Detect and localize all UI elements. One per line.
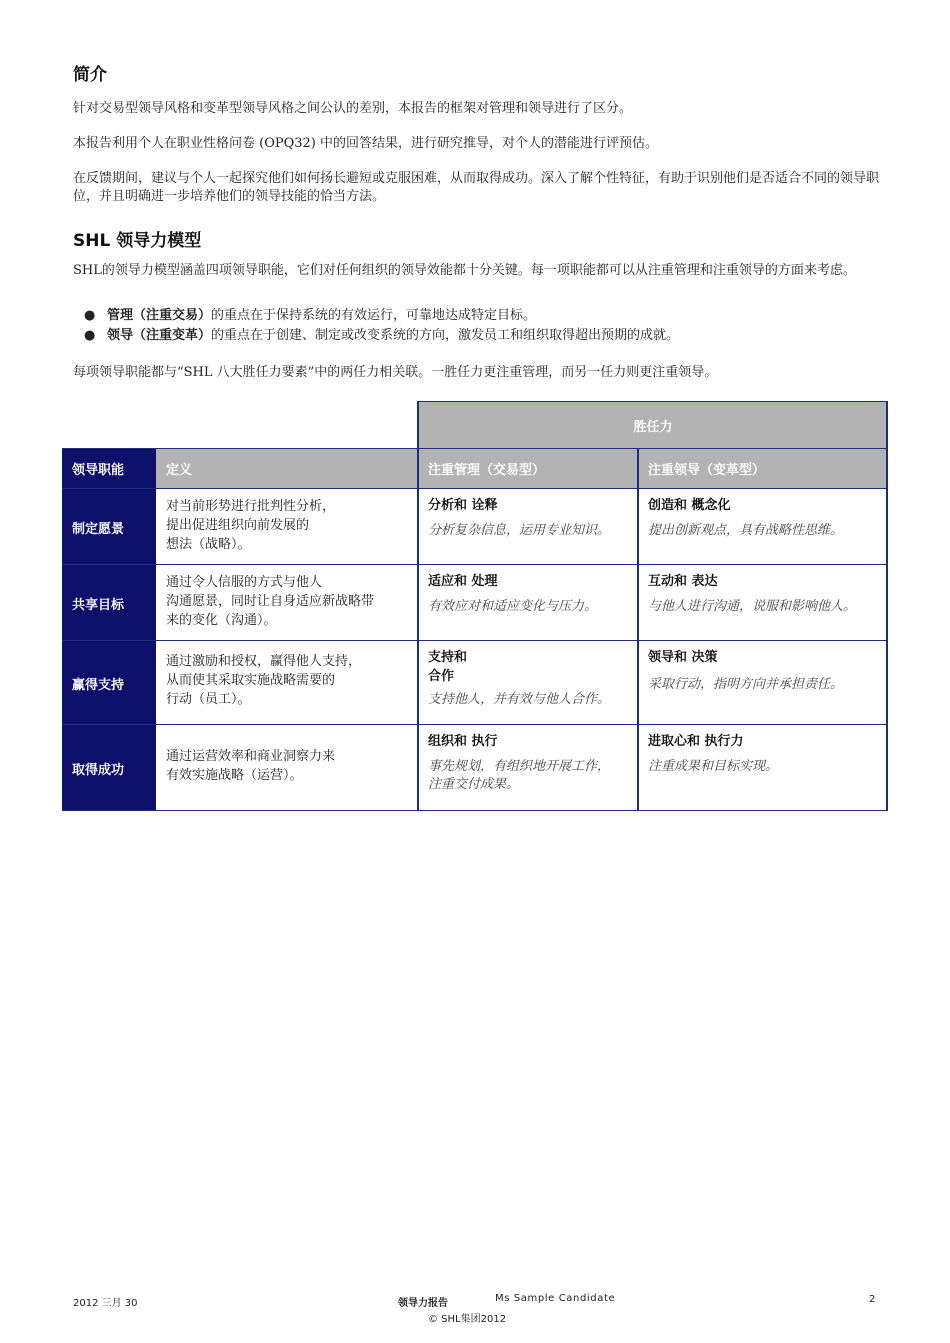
row-leadership-achieve-success — [638, 725, 888, 811]
intro-paragraph-2: 本报告利用个人在职业性格问卷 (OPQ32) 中的回答结果，进行研究推导，对个人的潜能进行评预估。 — [73, 136, 659, 151]
definition-line: 通过激励和授权，赢得他人支持， — [166, 654, 362, 669]
model-paragraph-2: 每项领导职能都与“SHL 八大胜任力要素”中的两任力相关联。一胜任力更注重管理，而另一任力则更注重领导。 — [73, 365, 718, 380]
row-management-shared-goals — [418, 565, 638, 641]
row-management-gain-support — [418, 641, 638, 725]
table-divider — [62, 810, 888, 811]
definition-line: 行动（员工）。 — [166, 692, 251, 707]
row-definition-shared-goals — [156, 565, 418, 641]
header-management: 注重管理（交易型） — [418, 448, 638, 489]
row-label-gain-support: 赢得支持 — [62, 641, 156, 725]
header-leadership-function: 领导职能 — [62, 448, 156, 489]
definition-line: 来的变化（沟通）。 — [166, 613, 277, 628]
competency-title: 组织和 执行 — [428, 734, 498, 749]
definition-line: 有效实施战略（运营）。 — [166, 768, 303, 783]
competency-title: 互动和 表达 — [648, 574, 718, 589]
footer-copyright: © SHL集团2012 — [428, 1314, 507, 1325]
competency-title: 进取心和 执行力 — [648, 734, 744, 749]
competency-description: 采取行动，指明方向并承担责任。 — [648, 677, 844, 692]
definition-line: 对当前形势进行批判性分析， — [166, 499, 336, 514]
bullet-management-text: 的重点在于保持系统的有效运行，可靠地达成特定目标。 — [211, 308, 537, 323]
bullet-management-bold: 管理（注重交易） — [107, 308, 212, 323]
row-label-achieve-success: 取得成功 — [62, 725, 156, 811]
model-bullet-list — [84, 306, 874, 346]
model-paragraph-1: SHL的领导力模型涵盖四项领导职能，它们对任何组织的领导效能都十分关键。每一项职能都可以从注重管理和注重领导的方面来考虑。 — [73, 263, 856, 278]
table-divider — [886, 401, 888, 811]
competency-description: 事先规划，有组织地开展工作， 注重交付成果。 — [428, 759, 611, 792]
row-label-shared-goals: 共享目标 — [62, 565, 156, 641]
competency-title: 创造和 概念化 — [648, 498, 731, 513]
competency-title: 适应和 处理 — [428, 574, 498, 589]
row-management-vision — [418, 489, 638, 565]
table-divider — [62, 640, 888, 641]
row-leadership-shared-goals — [638, 565, 888, 641]
row-definition-achieve-success — [156, 725, 418, 811]
competency-description: 注重成果和目标实现。 — [648, 759, 779, 774]
table-divider — [417, 401, 419, 811]
model-title: SHL 领导力模型 — [73, 231, 202, 251]
row-definition-vision — [156, 489, 418, 565]
intro-paragraph-1: 针对交易型领导风格和变革型领导风格之间公认的差别，本报告的框架对管理和领导进行了区分。 — [73, 101, 633, 116]
definition-line: 想法（战略）。 — [166, 537, 251, 552]
bullet-leadership: ● 领导（注重变革）的重点在于创建、制定或改变系统的方向，激发员工和组织取得超出预期的成就。 — [84, 328, 680, 343]
row-leadership-vision — [638, 489, 888, 565]
competency-description: 有效应对和适应变化与压力。 — [428, 599, 598, 614]
competency-description: 支持他人，并有效与他人合作。 — [428, 692, 611, 707]
table-divider — [637, 448, 639, 811]
header-leadership: 注重领导（变革型） — [638, 448, 888, 489]
footer-candidate: Ms Sample Candidate — [495, 1293, 616, 1304]
footer-date: 2012 三月 30 — [73, 1298, 138, 1309]
competency-title: 领导和 决策 — [648, 650, 718, 665]
row-management-achieve-success — [418, 725, 638, 811]
definition-line: 提出促进组织向前发展的 — [166, 518, 310, 533]
bullet-leadership-text: 的重点在于创建、制定或改变系统的方向，激发员工和组织取得超出预期的成就。 — [211, 328, 680, 343]
bullet-leadership-bold: 领导（注重变革） — [107, 328, 212, 343]
competency-description: 提出创新观点，具有战略性思维。 — [648, 523, 844, 538]
table-divider — [62, 564, 888, 565]
definition-line: 从而使其采取实施战略需要的 — [166, 673, 336, 688]
intro-title: 简介 — [73, 65, 107, 85]
bullet-management: ● 管理（注重交易）的重点在于保持系统的有效运行，可靠地达成特定目标。 — [84, 308, 537, 323]
row-definition-gain-support — [156, 641, 418, 725]
competency-header: 胜任力 — [418, 401, 888, 448]
competency-title: 分析和 诠释 — [428, 498, 498, 513]
definition-line: 通过令人信服的方式与他人 — [166, 575, 323, 590]
competency-description: 分析复杂信息，运用专业知识。 — [428, 523, 611, 538]
definition-line: 沟通愿景，同时让自身适应新战略带 — [166, 594, 375, 609]
row-label-vision: 制定愿景 — [62, 489, 156, 565]
competency-title: 支持和 合作 — [428, 650, 468, 684]
footer-page-number: 2 — [869, 1294, 876, 1305]
footer-report-name: 领导力报告 — [398, 1298, 448, 1309]
competency-description: 与他人进行沟通，说服和影响他人。 — [648, 599, 857, 614]
table-divider — [62, 724, 888, 725]
definition-line: 通过运营效率和商业洞察力来 — [166, 749, 336, 764]
row-leadership-gain-support — [638, 641, 888, 725]
header-definition: 定义 — [156, 448, 418, 489]
intro-paragraph-3: 在反馈期间，建议与个人一起探究他们如何扬长避短或克服困难，从而取得成功。深入了解个性特征，有助于识别他们是否适合不同的领导职位，并且明确进一步培养他们的领导技能的恰当方法。 — [73, 171, 880, 204]
competency-table — [62, 401, 888, 811]
